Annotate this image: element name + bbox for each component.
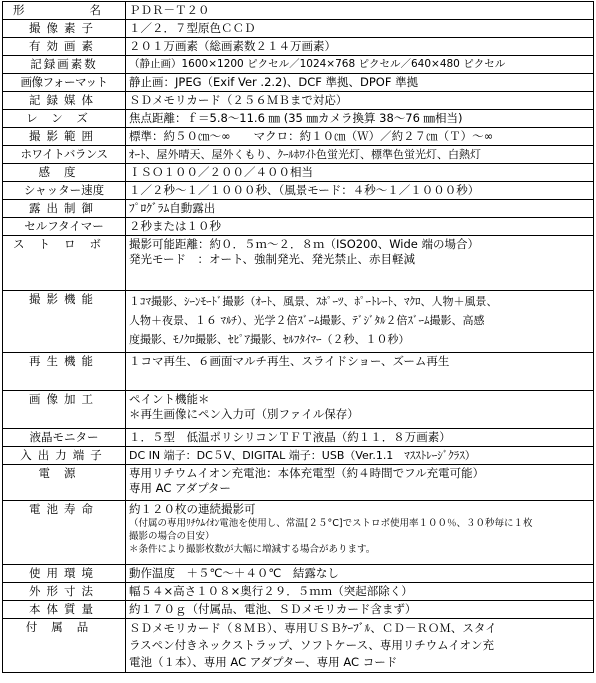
row-value xyxy=(126,501,594,565)
row-value xyxy=(126,465,594,501)
value-line: ＰＤＲ－Ｔ２０ xyxy=(129,3,210,17)
row-shutter-speed xyxy=(3,182,594,200)
row-label: 画像加工 xyxy=(3,391,126,429)
row-label: セルフタイマー xyxy=(3,218,126,236)
value-line: 約１７０ｇ（付属品、電池、ＳＤメモリカード含まず） xyxy=(129,602,417,616)
row-io-terminals xyxy=(3,447,594,465)
value-line: 度撮影、ﾓﾉｸﾛ撮影、ｾﾋﾟｱ撮影、ｾﾙﾌﾀｲﾏｰ（２秒、１０秒） xyxy=(129,333,410,346)
row-label: 有効画素 xyxy=(3,38,126,56)
row-recording-media xyxy=(3,92,594,110)
value-line: ｵｰﾄ、屋外晴天、屋外くもり、ｸｰﾙﾎﾜｲﾄ色蛍光灯、標準色蛍光灯、白熱灯 xyxy=(129,148,481,161)
row-value xyxy=(126,182,594,200)
row-value xyxy=(126,56,594,74)
row-value xyxy=(126,601,594,619)
row-value xyxy=(126,74,594,92)
row-model xyxy=(3,2,594,20)
row-label: 露出制御 xyxy=(3,200,126,218)
row-exposure-control xyxy=(3,200,594,218)
row-label: 電源 xyxy=(3,465,126,501)
row-lcd-monitor xyxy=(3,429,594,447)
value-line: ラスペン付きネックストラップ、ソフトケース、専用リチウムイオン充 xyxy=(129,638,495,652)
row-label: 本体質量 xyxy=(3,601,126,619)
value-line: ＳＤメモリカード（２５６ＭＢまで対応） xyxy=(129,93,348,107)
row-label: 電池寿命 xyxy=(3,501,126,565)
row-value xyxy=(126,110,594,128)
row-label: 記録媒体 xyxy=(3,92,126,110)
row-power xyxy=(3,465,594,501)
row-value xyxy=(126,236,594,291)
row-playback-functions xyxy=(3,353,594,391)
value-line: 発光モード ：オート、強制発光、発光禁止、赤目軽減 xyxy=(129,252,416,266)
value-line: ペイント機能＊ xyxy=(129,392,210,406)
row-value xyxy=(126,619,594,673)
row-value xyxy=(126,353,594,391)
row-effective-pixels xyxy=(3,38,594,56)
value-line: 専用 AC アダプター xyxy=(129,481,231,495)
value-line: ２秒または１０秒 xyxy=(129,219,221,233)
row-battery-life xyxy=(3,501,594,565)
row-self-timer xyxy=(3,218,594,236)
row-label: 外形寸法 xyxy=(3,583,126,601)
row-value xyxy=(126,164,594,182)
row-value xyxy=(126,391,594,429)
row-value xyxy=(126,218,594,236)
value-line: ﾌﾟﾛｸﾞﾗﾑ自動露出 xyxy=(129,201,216,215)
row-value xyxy=(126,583,594,601)
row-label: 撮影範囲 xyxy=(3,128,126,146)
row-label: ストロボ xyxy=(3,236,126,291)
value-line: １／２秒～１／１０００秒、（風景モード：４秒～１／１０００秒） xyxy=(129,183,480,197)
row-label: 撮影機能 xyxy=(3,291,126,353)
value-note: ＊条件により撮影枚数が大幅に増減する場合があります。 xyxy=(129,544,376,555)
value-line: 静止画：JPEG（Exif Ver .2.2)、DCF 準拠、DPOF 準拠 xyxy=(129,75,419,89)
value-line: 幅５４×高さ１０８×奥行２９．５ｍｍ（突起部除く） xyxy=(129,584,413,598)
row-lens xyxy=(3,110,594,128)
value-line: 専用リチウムイオン充電池：本体充電型（約４時間でフル充電可能） xyxy=(129,466,485,480)
row-label: 撮像素子 xyxy=(3,20,126,38)
value-line: ＊再生画像にペン入力可（別ファイル保存） xyxy=(129,407,359,421)
row-label: 感度 xyxy=(3,164,126,182)
row-value xyxy=(126,92,594,110)
value-note: （付属の専用ﾘﾁｳﾑｲｵﾝ電池を使用し、常温[２５°C]でストロボ使用率１００％、３０秒毎に１枚 xyxy=(129,518,533,529)
row-label: 入出力端子 xyxy=(3,447,126,465)
row-value xyxy=(126,447,594,465)
value-line: 標準：約５０㎝～∞ マクロ：約１０㎝（Ｗ）／約２７㎝（Ｔ）～∞ xyxy=(129,129,494,143)
row-label: 記録画素数 xyxy=(3,56,126,74)
row-white-balance xyxy=(3,146,594,164)
value-line: 人物＋夜景、１６ ﾏﾙﾁ）、光学２倍ｽﾞｰﾑ撮影、ﾃﾞｼﾞﾀﾙ２倍ｽﾞｰﾑ撮影、高感 xyxy=(129,314,485,327)
row-image-editing xyxy=(3,391,594,429)
value-line: 焦点距離：ｆ＝5.8～11.6 ㎜ (35 ㎜カメラ換算 38～76 ㎜相当) xyxy=(129,111,463,125)
value-line: DC IN 端子：DC５V、DIGITAL 端子：USB（Ver.1.1 ﾏｽｽﾄﾚｰｼﾞｸﾗｽ） xyxy=(129,449,476,462)
value-line: 電池（１本）、専用 AC アダプター、専用 AC コード xyxy=(129,655,398,669)
row-weight xyxy=(3,601,594,619)
row-image-sensor xyxy=(3,20,594,38)
value-line: 約１２０枚の連続撮影可 xyxy=(129,502,256,516)
row-operating-environment xyxy=(3,565,594,583)
row-value xyxy=(126,2,594,20)
row-recording-pixels xyxy=(3,56,594,74)
value-line: ２０１万画素（総画素数２１４万画素） xyxy=(129,39,336,53)
row-label: シャッター速度 xyxy=(3,182,126,200)
row-dimensions xyxy=(3,583,594,601)
row-label: 付属品 xyxy=(3,619,126,673)
row-shooting-range xyxy=(3,128,594,146)
value-note: 撮影の場合の目安） xyxy=(129,531,215,542)
row-value xyxy=(126,146,594,164)
value-line: １ｺﾏ撮影、ｼｰﾝﾓｰﾄﾞ撮影（ｵｰﾄ、風景、ｽﾎﾟｰﾂ、ﾎﾟｰﾄﾚｰﾄ、ﾏｸﾛ、人物＋風景、 xyxy=(129,295,498,308)
value-line: （静止画）1600×1200 ピクセル／1024×768 ピクセル／640×480 ピクセル xyxy=(129,58,506,70)
row-label: ホワイトバランス xyxy=(3,146,126,164)
row-label: 再生機能 xyxy=(3,353,126,391)
value-line: 撮影可能距離：約０．５ｍ～２．８ｍ（ISO200、Wide 端の場合） xyxy=(129,237,480,251)
row-label: 使用環境 xyxy=(3,565,126,583)
row-image-format xyxy=(3,74,594,92)
value-line: １／２．７型原色ＣＣＤ xyxy=(129,21,256,35)
value-line: １コマ再生、６画面マルチ再生、スライドショー、ズーム再生 xyxy=(129,354,450,368)
row-value xyxy=(126,291,594,353)
row-label: 液晶モニター xyxy=(3,429,126,447)
row-value xyxy=(126,128,594,146)
value-line: ＩＳＯ１００／２００／４００相当 xyxy=(129,165,313,179)
row-accessories xyxy=(3,619,594,673)
value-line: １．５型 低温ポリシリコンＴＦＴ液晶（約１１．８万画素） xyxy=(129,430,451,444)
row-label: レンズ xyxy=(3,110,126,128)
row-label: 形 名 xyxy=(3,2,126,20)
row-strobe xyxy=(3,236,594,291)
row-value xyxy=(126,200,594,218)
row-label: 画像フォーマット xyxy=(3,74,126,92)
value-line: ＳＤメモリカード（８ＭＢ）、専用ＵＳＢｹｰﾌﾞﾙ、ＣＤ－ＲＯＭ、スタイ xyxy=(129,621,497,635)
value-line: 動作温度 ＋５℃～＋４０℃ 結露なし xyxy=(129,566,339,580)
spec-table xyxy=(2,1,594,673)
row-shooting-functions xyxy=(3,291,594,353)
row-value xyxy=(126,20,594,38)
row-value xyxy=(126,429,594,447)
row-value xyxy=(126,565,594,583)
row-sensitivity xyxy=(3,164,594,182)
row-value xyxy=(126,38,594,56)
